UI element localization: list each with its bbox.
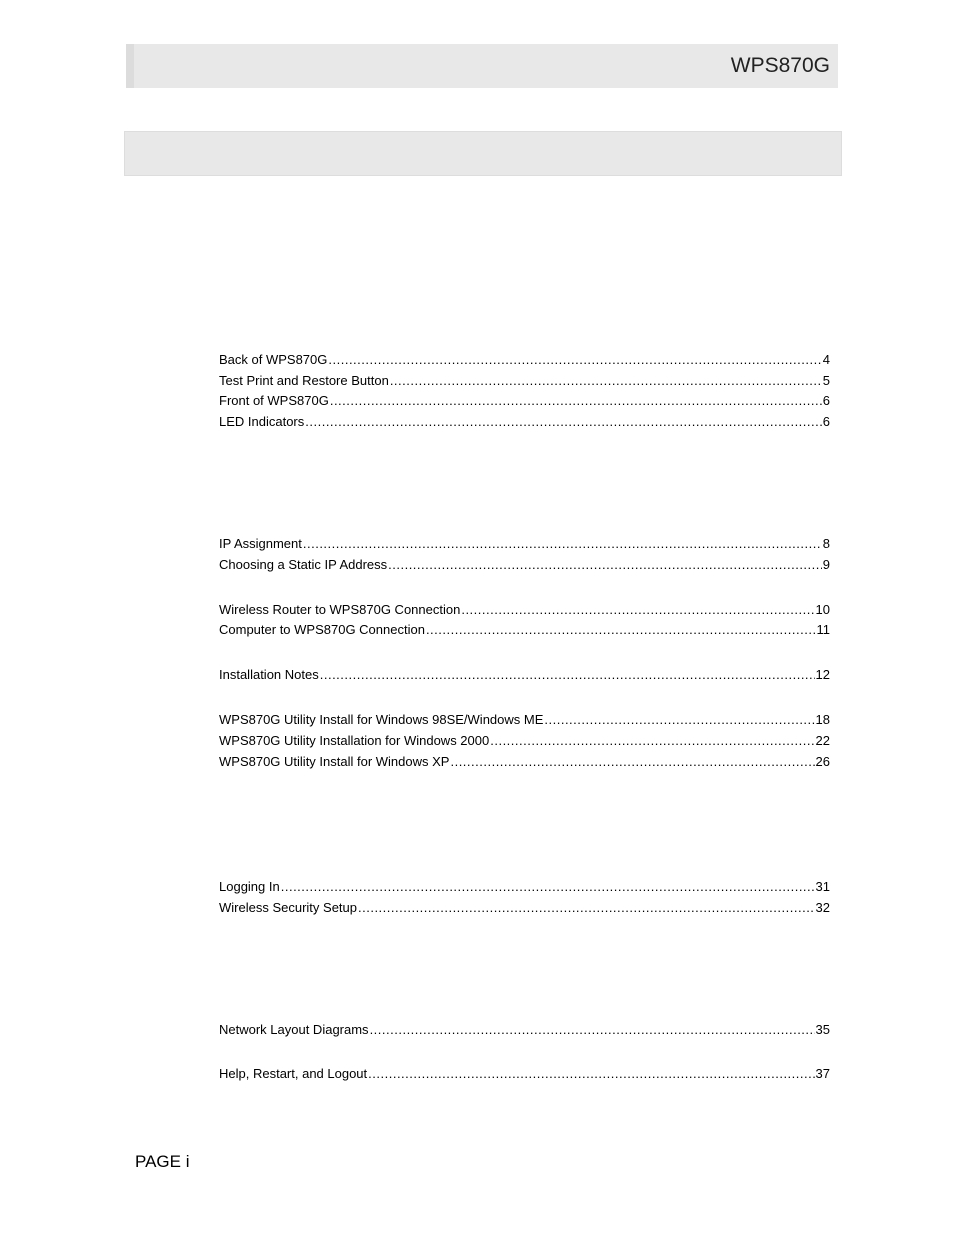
toc-entry-label: Front of WPS870G [219, 393, 329, 408]
toc-entry-page: 8 [822, 536, 830, 551]
toc-entry-label: Choosing a Static IP Address [219, 557, 388, 572]
toc-entry[interactable] [219, 351, 830, 369]
toc-entry[interactable] [219, 899, 830, 917]
toc-entry[interactable] [219, 1065, 830, 1083]
toc-leader-dots [426, 621, 816, 639]
toc-entry[interactable] [219, 556, 830, 574]
toc-leader-dots [320, 666, 815, 684]
toc-leader-dots [358, 899, 815, 917]
header-bar-edge [126, 44, 134, 88]
toc-entry-label: WPS870G Utility Install for Windows XP [219, 754, 450, 769]
toc-entry-page: 32 [815, 900, 830, 915]
toc-entry-page: 26 [815, 754, 830, 769]
toc-entry[interactable] [219, 753, 830, 771]
header-title: WPS870G [730, 54, 830, 77]
toc-entry-label: LED Indicators [219, 414, 305, 429]
toc-leader-dots [368, 1065, 814, 1083]
toc-entry-page: 22 [815, 733, 830, 748]
toc-entry-label: Wireless Router to WPS870G Connection [219, 602, 461, 617]
toc-entry[interactable] [219, 732, 830, 750]
toc-entry-page: 6 [822, 393, 830, 408]
header-bar [126, 44, 838, 88]
toc-entry[interactable] [219, 413, 830, 431]
toc-leader-dots [388, 556, 822, 574]
toc-entry-page: 11 [816, 622, 830, 637]
toc-entry-page: 10 [815, 602, 830, 617]
toc-entry[interactable] [219, 372, 830, 390]
toc-entry-page: 18 [815, 712, 830, 727]
toc-entry-page: 5 [822, 373, 830, 388]
toc-entry-label: Help, Restart, and Logout [219, 1066, 368, 1081]
toc-entry-page: 12 [815, 667, 830, 682]
toc-entry[interactable] [219, 878, 830, 896]
toc-entry-label: Computer to WPS870G Connection [219, 622, 425, 637]
footer-page-number: PAGE i [135, 1152, 190, 1171]
toc-leader-dots [461, 601, 814, 619]
toc-entry-page: 35 [815, 1022, 830, 1037]
toc-entry[interactable] [219, 711, 830, 729]
toc-leader-dots [328, 351, 821, 369]
toc-entry-label: Logging In [219, 879, 280, 894]
toc-leader-dots [390, 372, 822, 390]
toc-entry-label: Test Print and Restore Button [219, 373, 389, 388]
toc-entry-page: 31 [815, 879, 830, 894]
toc-entry-label: WPS870G Utility Install for Windows 98SE/Windows ME [219, 712, 544, 727]
toc-entry[interactable] [219, 601, 830, 619]
toc-entry[interactable] [219, 666, 830, 684]
toc-entry-page: 4 [822, 352, 830, 367]
toc-leader-dots [450, 753, 814, 771]
toc-leader-dots [281, 878, 815, 896]
toc-leader-dots [305, 413, 822, 431]
toc-leader-dots [330, 392, 822, 410]
toc-leader-dots [370, 1021, 815, 1039]
toc-entry-page: 9 [822, 557, 830, 572]
toc-entry-page: 6 [822, 414, 830, 429]
toc-entry[interactable] [219, 621, 830, 639]
toc-entry[interactable] [219, 535, 830, 553]
toc-entry-page: 37 [815, 1066, 830, 1081]
toc-entry-label: Network Layout Diagrams [219, 1022, 369, 1037]
toc-leader-dots [303, 535, 822, 553]
toc-entry[interactable] [219, 392, 830, 410]
toc-entry-label: Installation Notes [219, 667, 319, 682]
toc-entry-label: Wireless Security Setup [219, 900, 357, 915]
toc-entry[interactable] [219, 1021, 830, 1039]
toc-leader-dots [544, 711, 814, 729]
toc-entry-label: IP Assignment [219, 536, 302, 551]
section-heading-bar [124, 131, 842, 176]
toc-leader-dots [490, 732, 814, 750]
toc-entry-label: Back of WPS870G [219, 352, 328, 367]
toc-entry-label: WPS870G Utility Installation for Windows 2000 [219, 733, 490, 748]
